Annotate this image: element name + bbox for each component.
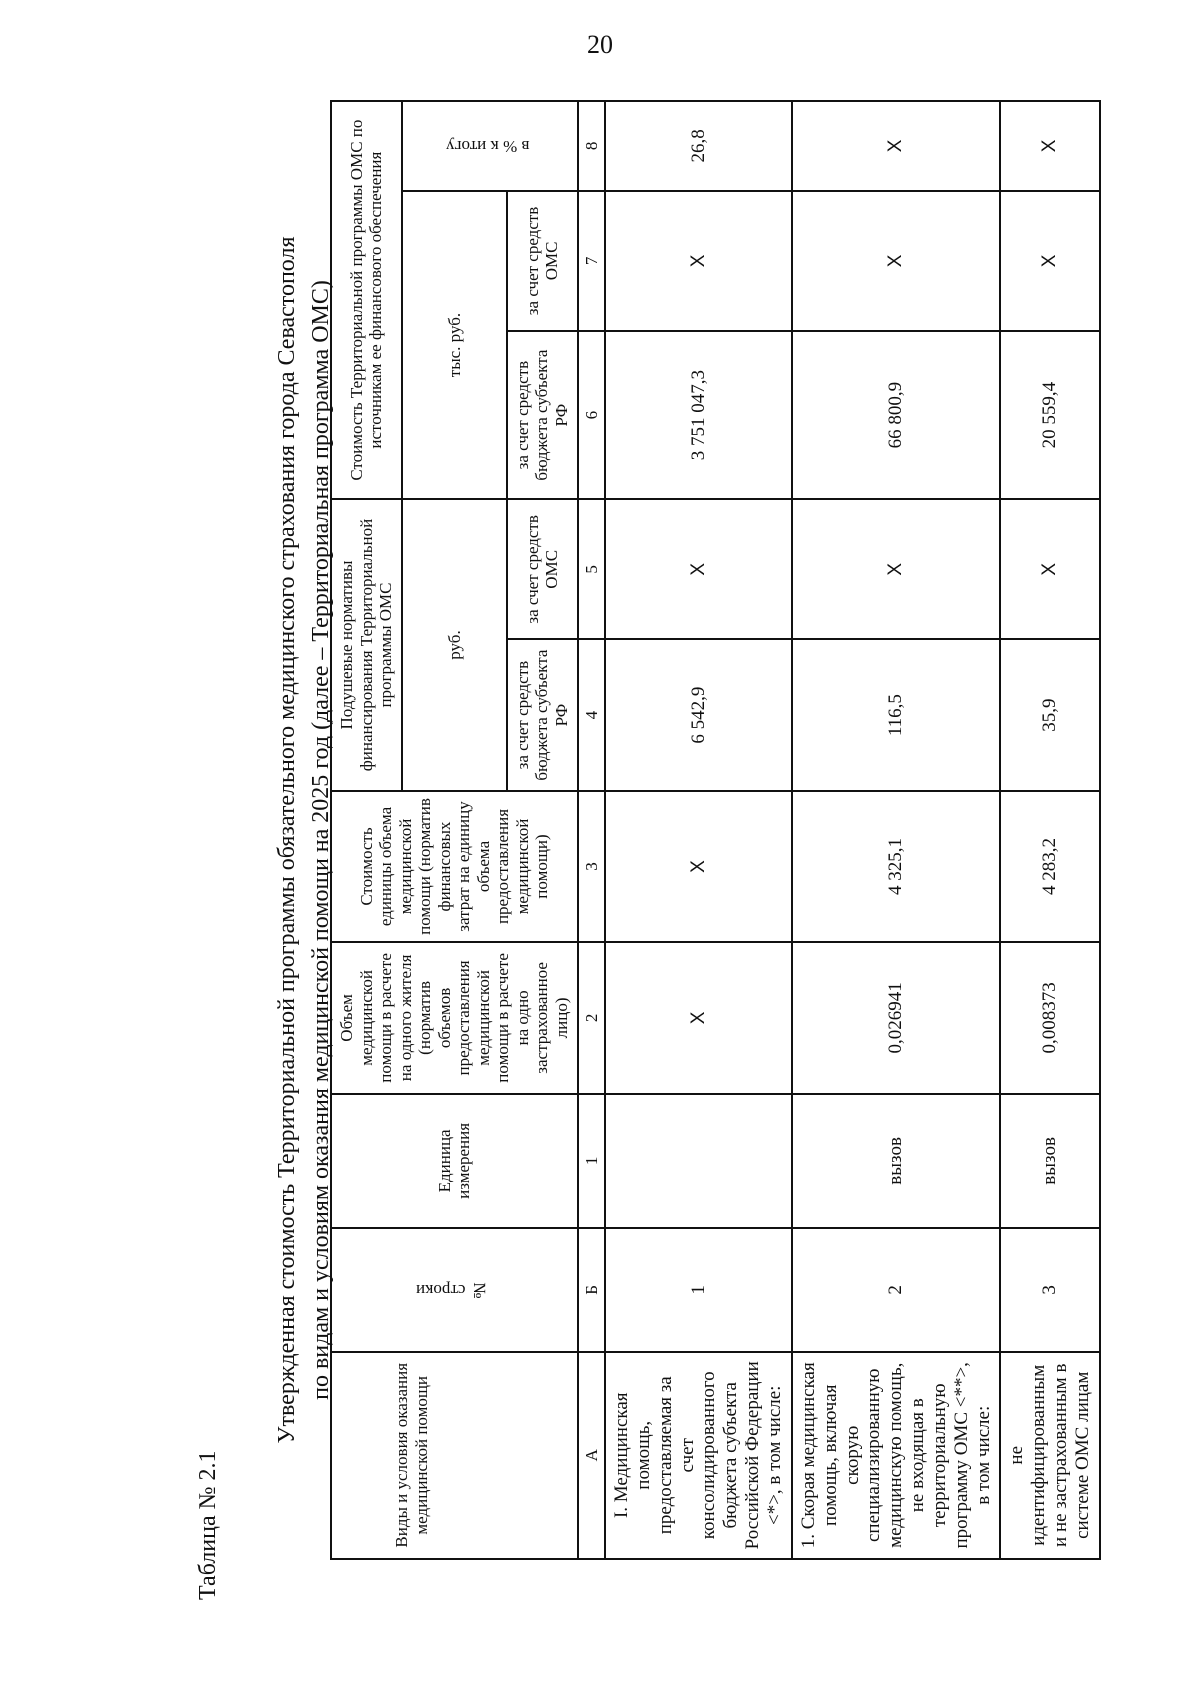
row-cost-budget: 3 751 047,3: [605, 331, 792, 499]
row-line: 3: [1000, 1228, 1099, 1351]
index-row: [578, 101, 606, 1559]
index-cell: 7: [578, 191, 606, 331]
row-unit: [605, 1094, 792, 1229]
row-name: I. Медицинская помощь, предоставляемая за счет консолидированного бюджета субъекта Российской Федерации <*>, в том числе:: [605, 1352, 792, 1559]
row-percent: Х: [792, 101, 1001, 191]
header-pc-oms: за счет средств ОМС: [507, 499, 578, 639]
row-cost-budget: 66 800,9: [792, 331, 1001, 499]
header-col-3: Стоимость единицы объема медицинской помощи (норматив финансовых затрат на единицу объема предоставления медицинской помощи): [331, 791, 578, 942]
row-volume: 0,026941: [792, 942, 1001, 1093]
page-title: [270, 140, 338, 1540]
index-cell: 2: [578, 942, 606, 1093]
row-name: 1. Скорая медицинская помощь, включая скорую специализированную медицинскую помощь, не входящая в территориальную программу ОМС <**>, в том числе:: [792, 1352, 1001, 1559]
row-pc-oms: Х: [605, 499, 792, 639]
header-group-per-capita: Подушевые нормативы финансирования Территориальной программы ОМС: [331, 499, 402, 791]
title-line-1: Утвержденная стоимость Территориальной программы обязательного медицинского страхования города Севастополя: [274, 236, 300, 1444]
header-unit-thousand-rub: тыс. руб.: [402, 191, 507, 499]
table-row: [1000, 101, 1099, 1559]
header-col-a: Виды и условия оказания медицинской помощи: [331, 1352, 578, 1559]
header-cost-oms: за счет средств ОМС: [507, 191, 578, 331]
row-pc-budget: 35,9: [1000, 639, 1099, 790]
row-line: 1: [605, 1228, 792, 1351]
header-percent-total: в % к итогу: [402, 101, 578, 191]
table-row: [792, 101, 1001, 1559]
row-name: не идентифицированным и не застрахованным в системе ОМС лицам: [1000, 1352, 1099, 1559]
row-unit: вызов: [792, 1094, 1001, 1229]
table-label: Таблица № 2.1: [195, 1450, 221, 1600]
row-percent: Х: [1000, 101, 1099, 191]
row-pc-budget: 6 542,9: [605, 639, 792, 790]
index-cell: А: [578, 1352, 606, 1559]
header-col-b: № строки: [331, 1228, 578, 1351]
header-col-1: Единица измерения: [331, 1094, 578, 1229]
row-unit: вызов: [1000, 1094, 1099, 1229]
index-cell: 3: [578, 791, 606, 942]
row-cost-budget: 20 559,4: [1000, 331, 1099, 499]
row-unit-cost: 4 283,2: [1000, 791, 1099, 942]
row-unit-cost: Х: [605, 791, 792, 942]
row-volume: Х: [605, 942, 792, 1093]
index-cell: 1: [578, 1094, 606, 1229]
header-pc-budget: за счет средств бюджета субъекта РФ: [507, 639, 578, 790]
title-line-2: по видам и условиям оказания медицинской помощи на 2025 год (далее – Территориальная программа ОМС): [308, 280, 334, 1400]
index-cell: 6: [578, 331, 606, 499]
header-group-cost: Стоимость Территориальной программы ОМС по источникам ее финансового обеспечения: [331, 101, 402, 499]
row-unit-cost: 4 325,1: [792, 791, 1001, 942]
header-col-2: Объем медицинской помощи в расчете на одного жителя (норматив объемов предоставления медицинской помощи в расчете на одно застрахованное лицо): [331, 942, 578, 1093]
row-volume: 0,008373: [1000, 942, 1099, 1093]
index-cell: 4: [578, 639, 606, 790]
row-cost-oms: Х: [605, 191, 792, 331]
row-percent: 26,8: [605, 101, 792, 191]
index-cell: Б: [578, 1228, 606, 1351]
page-number: 20: [587, 30, 613, 59]
row-pc-budget: 116,5: [792, 639, 1001, 790]
rotated-content: [185, 80, 1135, 1600]
index-cell: 5: [578, 499, 606, 639]
index-cell: 8: [578, 101, 606, 191]
row-cost-oms: Х: [792, 191, 1001, 331]
cost-table: [330, 100, 1101, 1560]
table-row: [605, 101, 792, 1559]
header-row-1: [331, 101, 402, 1559]
row-pc-oms: Х: [792, 499, 1001, 639]
header-unit-rub: руб.: [402, 499, 507, 791]
row-cost-oms: Х: [1000, 191, 1099, 331]
row-pc-oms: Х: [1000, 499, 1099, 639]
row-line: 2: [792, 1228, 1001, 1351]
header-cost-budget: за счет средств бюджета субъекта РФ: [507, 331, 578, 499]
